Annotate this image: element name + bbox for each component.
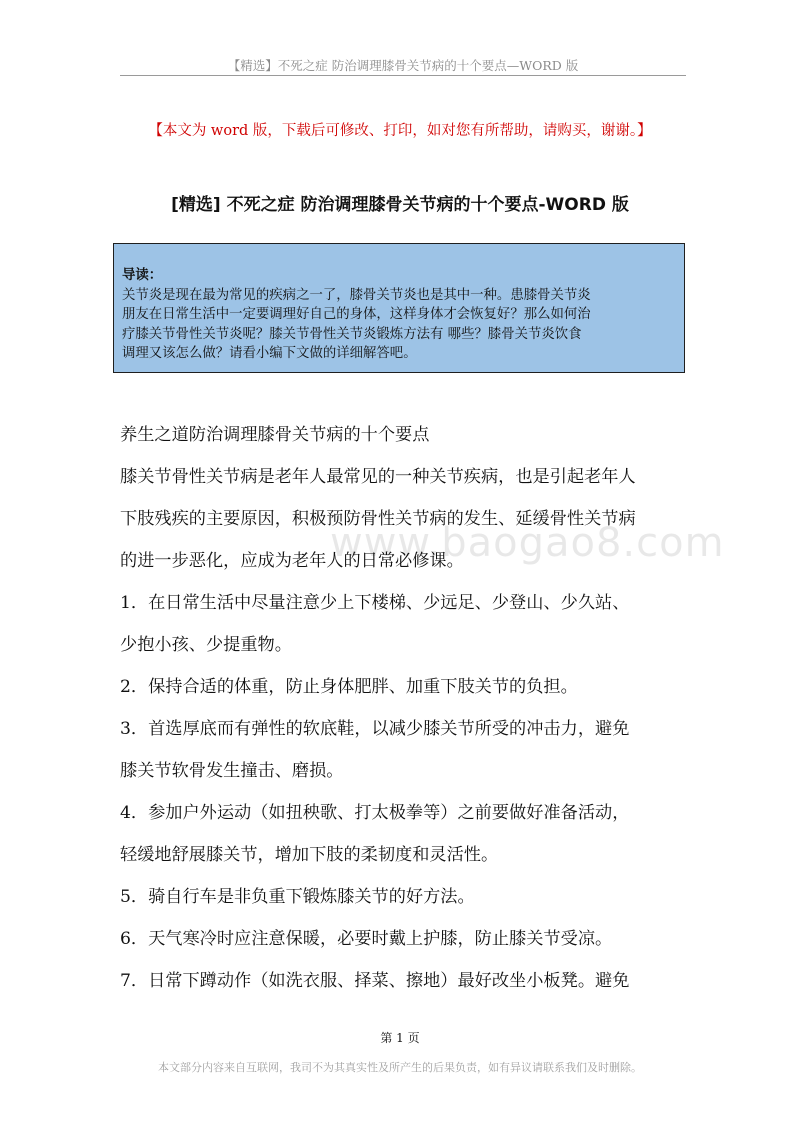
page-header: 【精选】不死之症 防治调理膝骨关节病的十个要点—WORD 版 (227, 58, 579, 73)
site-watermark: www.baogao8.com (330, 520, 725, 566)
paragraph-line: 下肢残疾的主要原因，积极预防骨性关节病的发生、延缓骨性关节病 (120, 509, 636, 529)
intro-line: 调理又该怎么做？请看小编下文做的详细解答吧。 (122, 346, 417, 361)
list-item: 5．骑自行车是非负重下锻炼膝关节的好方法。 (120, 887, 475, 907)
list-item: 7．日常下蹲动作（如洗衣服、择菜、擦地）最好改坐小板凳。避免 (120, 971, 630, 991)
list-item: 轻缓地舒展膝关节，增加下肢的柔韧度和灵活性。 (120, 845, 499, 865)
intro-line: 疗膝关节骨性关节炎呢？膝关节骨性关节炎锻炼方法有 哪些？膝骨关节炎饮食 (122, 326, 582, 342)
download-notice: 【本文为 word 版，下载后可修改、打印，如对您有所帮助，请购买，谢谢。】 (148, 123, 652, 139)
page-number: 第 1 页 (380, 1031, 420, 1045)
footer-disclaimer: 本文部分内容来自互联网，我司不为其真实性及所产生的后果负责，如有异议请联系我们及时删除。 (158, 1061, 642, 1074)
list-item: 4．参加户外运动（如扭秧歌、打太极拳等）之前要做好准备活动， (120, 803, 630, 823)
paragraph-line: 的进一步恶化，应成为老年人的日常必修课。 (120, 551, 464, 571)
list-item: 2．保持合适的体重，防止身体肥胖、加重下肢关节的负担。 (120, 677, 578, 697)
document-title: [精选] 不死之症 防治调理膝骨关节病的十个要点-WORD 版 (171, 195, 629, 215)
header-divider (120, 75, 686, 76)
list-item: 1．在日常生活中尽量注意少上下楼梯、少远足、少登山、少久站、 (120, 593, 630, 613)
intro-box (113, 243, 685, 373)
list-item: 少抱小孩、少提重物。 (120, 635, 292, 655)
article-body (120, 418, 690, 1006)
paragraph-line: 膝关节骨性关节病是老年人最常见的一种关节疾病，也是引起老年人 (120, 467, 636, 487)
section-heading: 养生之道防治调理膝骨关节病的十个要点 (120, 425, 430, 445)
intro-line: 关节炎是现在最为常见的疾病之一了，膝骨关节炎也是其中一种。患膝骨关节炎 (122, 287, 591, 303)
list-item: 膝关节软骨发生撞击、磨损。 (120, 761, 344, 781)
list-item: 6．天气寒冷时应注意保暖，必要时戴上护膝，防止膝关节受凉。 (120, 929, 613, 949)
intro-label: 导读： (122, 268, 163, 283)
intro-line: 朋友在日常生活中一定要调理好自己的身体，这样身体才会恢复好？那么如何治 (122, 307, 591, 322)
list-item: 3．首选厚底而有弹性的软底鞋，以减少膝关节所受的冲击力，避免 (120, 719, 630, 739)
